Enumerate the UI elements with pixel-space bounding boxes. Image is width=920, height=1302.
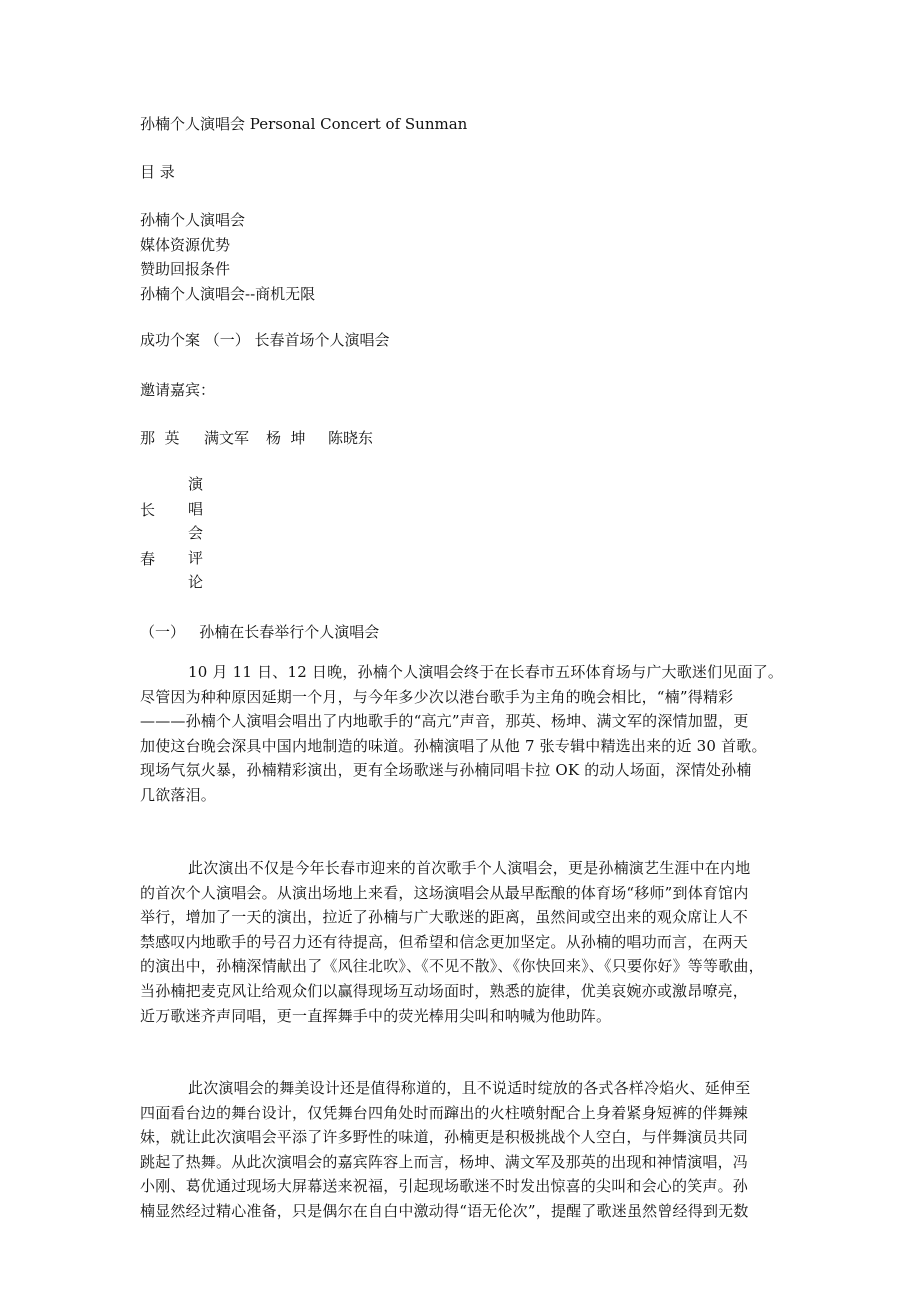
guest-name: 陈晓东 (328, 429, 374, 447)
paragraph-line: 小刚、葛优通过现场大屏幕送来祝福，引起现场歌迷不时发出惊喜的尖叫和会心的笑声。孙 (140, 1177, 749, 1196)
paragraph-line: 的首次个人演唱会。从演出场地上来看，这场演唱会从最早酝酿的体育场“移师”到体育馆内 (140, 883, 749, 902)
vertical-label-char: 会 (188, 524, 204, 543)
section-heading: （一） 孙楠在长春举行个人演唱会 (140, 623, 380, 641)
paragraph-line: ———孙楠个人演唱会唱出了内地歌手的“高亢”声音，那英、杨坤、满文军的深情加盟，更 (140, 712, 749, 731)
toc-list (140, 208, 315, 306)
guest-name: 满文军 (204, 429, 250, 447)
paragraph-line: 四面看台边的舞台设计，仅凭舞台四角处时而蹿出的火柱喷射配合上身着紧身短裤的伴舞辣 (140, 1103, 749, 1122)
side-label-char: 春 (140, 550, 156, 568)
guest-name: 那 英 (140, 429, 180, 447)
paragraph-line: 举行，增加了一天的演出，拉近了孙楠与广大歌迷的距离，虽然间或空出来的观众席让人不 (140, 908, 749, 927)
paragraph-line: 妹，就让此次演唱会平添了许多野性的味道，孙楠更是积极挑战个人空白，与伴舞演员共同 (140, 1128, 749, 1147)
paragraph-line: 加使这台晚会深具中国内地制造的味道。孙楠演唱了从他 7 张专辑中精选出来的近 30 首歌。 (140, 736, 767, 755)
vertical-label-char: 论 (188, 573, 204, 592)
paragraph-line: 现场气氛火暴，孙楠精彩演出，更有全场歌迷与孙楠同唱卡拉 OK 的动人场面，深情处孙楠 (140, 761, 752, 780)
paragraph-line: 的演出中，孙楠深情献出了《风往北吹》、《不见不散》、《你快回来》、《只要你好》等等歌曲， (140, 957, 764, 976)
toc-heading: 目 录 (140, 163, 175, 181)
paragraph-line: 当孙楠把麦克风让给观众们以赢得现场互动场面时，熟悉的旋律，优美哀婉亦或激昂嘹亮， (140, 981, 749, 1000)
paragraph-line: 尽管因为种种原因延期一个月，与今年多少次以港台歌手为主角的晚会相比，“楠”得精彩 (140, 687, 734, 706)
paragraph-line: 禁感叹内地歌手的号召力还有待提高，但希望和信念更加坚定。从孙楠的唱功而言，在两天 (140, 932, 749, 951)
paragraph-line: 此次演出不仅是今年长春市迎来的首次歌手个人演唱会，更是孙楠演艺生涯中在内地 (188, 859, 751, 877)
paragraph-line: 楠显然经过精心准备，只是偶尔在自白中激动得“语无伦次”，提醒了歌迷虽然曾经得到无数 (140, 1201, 749, 1220)
case-heading: 成功个案 （一） 长春首场个人演唱会 (140, 331, 390, 349)
paragraph (140, 1076, 784, 1224)
vertical-label-char: 唱 (188, 499, 204, 518)
paragraph (140, 660, 784, 808)
toc-item: 孙楠个人演唱会 (140, 211, 246, 229)
paragraph-line: 此次演唱会的舞美设计还是值得称道的，且不说适时绽放的各式各样冷焰火、延伸至 (188, 1079, 751, 1097)
paragraph (140, 856, 784, 1028)
toc-item: 赞助回报条件 (140, 260, 231, 278)
document-title: 孙楠个人演唱会 Personal Concert of Sunman (140, 115, 468, 133)
paragraph-line: 近万歌迷齐声同唱，更一直挥舞手中的荧光棒用尖叫和呐喊为他助阵。 (140, 1006, 612, 1025)
toc-item: 孙楠个人演唱会--商机无限 (140, 284, 316, 303)
side-label-char: 长 (140, 501, 156, 519)
guests-label: 邀请嘉宾： (140, 381, 216, 399)
paragraph-line: 10 月 11 日、12 日晚，孙楠个人演唱会终于在长春市五环体育场与广大歌迷们见面了。 (188, 663, 784, 681)
toc-item: 媒体资源优势 (140, 235, 231, 254)
vertical-label-char: 评 (188, 548, 204, 567)
paragraph-line: 几欲落泪。 (140, 785, 217, 804)
vertical-label (188, 474, 208, 597)
guest-name: 杨 坤 (266, 429, 306, 447)
vertical-label-char: 演 (188, 475, 204, 493)
paragraph-line: 跳起了热舞。从此次演唱会的嘉宾阵容上而言，杨坤、满文军及那英的出现和神情演唱，冯 (140, 1152, 749, 1171)
